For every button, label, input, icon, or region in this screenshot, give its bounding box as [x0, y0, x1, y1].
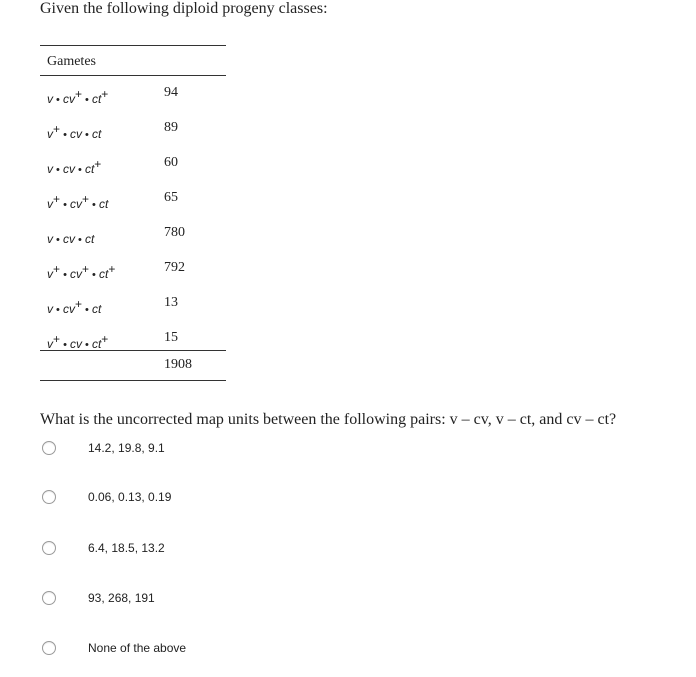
bullet-separator: • — [81, 304, 92, 316]
radio-button[interactable] — [42, 441, 56, 455]
bullet-separator: • — [81, 94, 92, 106]
gene-symbol: ct — [91, 337, 102, 351]
allele-superscript: + — [53, 262, 61, 276]
gene-symbol: v — [47, 92, 53, 106]
answer-option-5[interactable] — [42, 641, 342, 661]
table-row — [40, 85, 226, 115]
answer-label: 6.4, 18.5, 13.2 — [88, 541, 165, 555]
gene-symbol: cv — [62, 92, 75, 106]
table-row — [40, 330, 226, 360]
gene-symbol: ct — [98, 197, 109, 211]
allele-superscript: + — [108, 262, 116, 276]
bullet-separator: • — [53, 234, 63, 246]
table-row — [40, 295, 226, 325]
gene-symbol: cv — [69, 267, 82, 281]
allele-superscript: + — [74, 297, 82, 311]
allele-superscript: + — [101, 332, 109, 346]
radio-button[interactable] — [42, 490, 56, 504]
bullet-separator: • — [81, 339, 92, 351]
gene-symbol: ct — [84, 232, 95, 246]
table-bottom-rule — [40, 380, 226, 381]
bullet-separator: • — [53, 304, 63, 316]
gamete-genotype — [47, 192, 109, 211]
gene-symbol: ct — [91, 92, 102, 106]
bullet-separator: • — [60, 269, 70, 281]
table-total-rule — [40, 350, 226, 351]
table-row — [40, 260, 226, 290]
progeny-count: 94 — [164, 85, 178, 100]
gene-symbol: ct — [98, 267, 109, 281]
gamete-genotype — [47, 297, 102, 316]
gene-symbol: cv — [69, 197, 82, 211]
gene-symbol: cv — [69, 337, 82, 351]
answer-label: 14.2, 19.8, 9.1 — [88, 441, 165, 455]
answer-option-4[interactable] — [42, 591, 342, 611]
gamete-genotype — [47, 87, 109, 106]
gene-symbol: ct — [91, 302, 102, 316]
bullet-separator: • — [60, 339, 70, 351]
gamete-genotype — [47, 332, 109, 351]
progeny-count: 60 — [164, 155, 178, 170]
answer-label: 0.06, 0.13, 0.19 — [88, 490, 172, 504]
progeny-count: 65 — [164, 190, 178, 205]
allele-superscript: + — [53, 332, 61, 346]
progeny-count: 15 — [164, 330, 178, 345]
bullet-separator: • — [74, 164, 85, 176]
answer-option-3[interactable] — [42, 541, 342, 561]
gene-symbol: cv — [62, 232, 75, 246]
gamete-genotype — [47, 232, 94, 246]
bullet-separator: • — [89, 199, 99, 211]
bullet-separator: • — [60, 129, 70, 141]
allele-superscript: + — [53, 192, 61, 206]
gene-symbol: v — [47, 337, 53, 351]
allele-superscript: + — [81, 262, 89, 276]
gene-symbol: v — [47, 232, 53, 246]
gene-symbol: ct — [84, 162, 95, 176]
bullet-separator: • — [74, 234, 85, 246]
allele-superscript: + — [74, 87, 82, 101]
gene-symbol: v — [47, 197, 53, 211]
table-row — [40, 190, 226, 220]
answer-label: None of the above — [88, 641, 187, 655]
intro-text: Given the following diploid progeny classes: — [40, 0, 328, 17]
question-text: What is the uncorrected map units between the following pairs: v – cv, v – ct, and cv – ct? — [40, 411, 617, 428]
gene-symbol: ct — [91, 127, 102, 141]
allele-superscript: + — [53, 122, 61, 136]
gene-symbol: v — [47, 162, 53, 176]
radio-button[interactable] — [42, 641, 56, 655]
bullet-separator: • — [53, 164, 63, 176]
radio-button[interactable] — [42, 591, 56, 605]
gamete-genotype — [47, 122, 102, 141]
gene-symbol: v — [47, 267, 53, 281]
table-header-gametes: Gametes — [47, 54, 96, 69]
progeny-count: 792 — [164, 260, 185, 275]
table-row — [40, 155, 226, 185]
gene-symbol: cv — [62, 162, 75, 176]
gene-symbol: cv — [62, 302, 75, 316]
answer-option-2[interactable] — [42, 490, 342, 510]
allele-superscript: + — [81, 192, 89, 206]
answer-label: 93, 268, 191 — [88, 591, 155, 605]
gene-symbol: v — [47, 127, 53, 141]
allele-superscript: + — [101, 87, 109, 101]
table-total: 1908 — [164, 357, 192, 372]
progeny-count: 89 — [164, 120, 178, 135]
answer-option-1[interactable] — [42, 441, 342, 461]
gamete-genotype — [47, 157, 102, 176]
gene-symbol: cv — [69, 127, 82, 141]
table-row — [40, 225, 226, 255]
table-row — [40, 120, 226, 150]
allele-superscript: + — [94, 157, 102, 171]
gene-symbol: v — [47, 302, 53, 316]
progeny-count: 780 — [164, 225, 185, 240]
bullet-separator: • — [60, 199, 70, 211]
progeny-count: 13 — [164, 295, 178, 310]
bullet-separator: • — [81, 129, 92, 141]
table-header-rule — [40, 75, 226, 76]
gamete-genotype — [47, 262, 116, 281]
table-top-rule — [40, 45, 226, 46]
radio-button[interactable] — [42, 541, 56, 555]
bullet-separator: • — [89, 269, 99, 281]
bullet-separator: • — [53, 94, 63, 106]
